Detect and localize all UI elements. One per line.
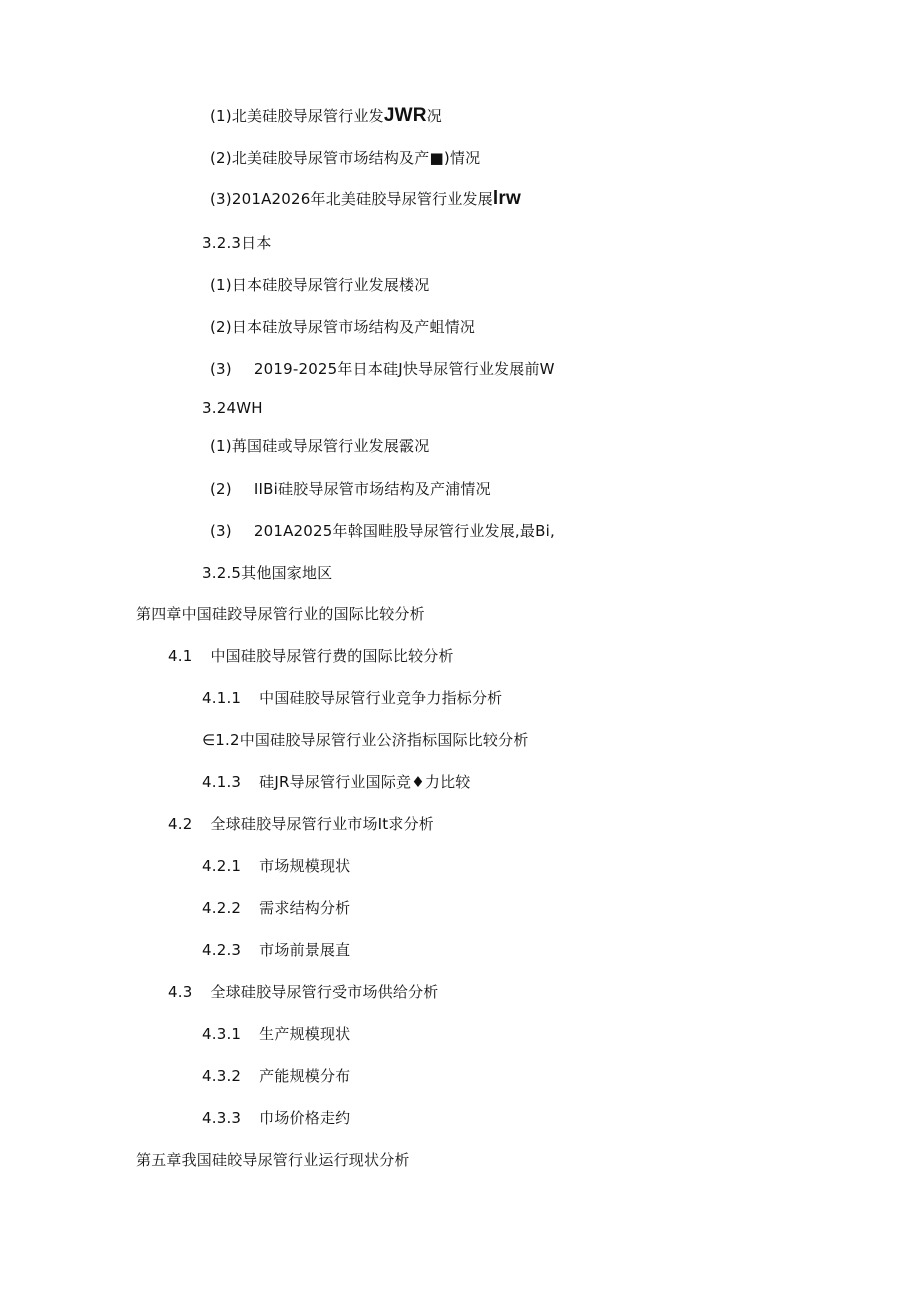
toc-entry-kr-forecast: (3) 201A2025年斡国畦股导尿管行业发展,最Bi, bbox=[210, 522, 555, 540]
toc-entry-4-1-2: ∈1.2中国硅胶导尿管行业公济指标国际比较分析 bbox=[202, 731, 529, 749]
toc-chapter-4-title: 第四章中国硅跤导尿管行业的国际比较分析 bbox=[136, 605, 425, 623]
toc-entry-other-regions: 3.2.5其他国家地区 bbox=[202, 564, 333, 582]
garbled-text: JWR bbox=[383, 105, 427, 126]
toc-entry-4-3-1: 4.3.1 生产规模现状 bbox=[202, 1025, 351, 1043]
toc-entry-na-forecast: (3)201A2026年北美硅胶导尿管行业发展lrw bbox=[210, 188, 521, 209]
toc-entry-korea: 3.24WH bbox=[202, 399, 263, 417]
toc-entry-na-market-structure: (2)北美硅胶导尿管市场结构及产■)情况 bbox=[210, 149, 481, 167]
toc-entry-jp-forecast: (3) 2019-2025年日本硅J快导尿管行业发展前W bbox=[210, 360, 555, 378]
garbled-text: lrw bbox=[492, 188, 521, 209]
toc-entry-na-development: (1)北美硅胶导尿管行业发JWR况 bbox=[210, 105, 442, 126]
toc-entry-4-3-2: 4.3.2 产能规模分布 bbox=[202, 1067, 351, 1085]
toc-entry-4-1-3: 4.1.3 硅JR导尿管行业国际竞♦力比较 bbox=[202, 773, 471, 791]
toc-entry-4-1-1: 4.1.1 中国硅胶导尿管行业竞争力指标分析 bbox=[202, 689, 503, 707]
toc-entry-jp-market-structure: (2)日本硅放导尿管市场结构及产蛆情况 bbox=[210, 318, 476, 336]
toc-entry-4-3-3: 4.3.3 巾场价格走约 bbox=[202, 1109, 351, 1127]
toc-entry-jp-development: (1)日本硅胶导尿管行业发展楼况 bbox=[210, 276, 430, 294]
toc-chapter-5-title: 第五章我国硅皎导尿管行业运行现状分析 bbox=[136, 1151, 410, 1169]
toc-entry-4-2-2: 4.2.2 需求结构分析 bbox=[202, 899, 351, 917]
toc-entry-4-3: 4.3 全球硅胶导尿管行受市场供给分析 bbox=[168, 983, 439, 1001]
toc-entry-4-2-1: 4.2.1 市场规模现状 bbox=[202, 857, 351, 875]
toc-entry-4-2-3: 4.2.3 市场前景展直 bbox=[202, 941, 351, 959]
toc-entry-4-1: 4.1 中国硅胶导尿管行费的国际比较分析 bbox=[168, 647, 454, 665]
toc-entry-japan: 3.2.3日本 bbox=[202, 234, 272, 252]
toc-entry-kr-development: (1)苒国硅或导尿管行业发展霰况 bbox=[210, 437, 430, 455]
toc-entry-kr-market-structure: (2) IIBi硅胶导尿管市场结构及产浦情况 bbox=[210, 480, 491, 498]
toc-entry-4-2: 4.2 全球硅胶导尿管行业市场It求分析 bbox=[168, 815, 434, 833]
